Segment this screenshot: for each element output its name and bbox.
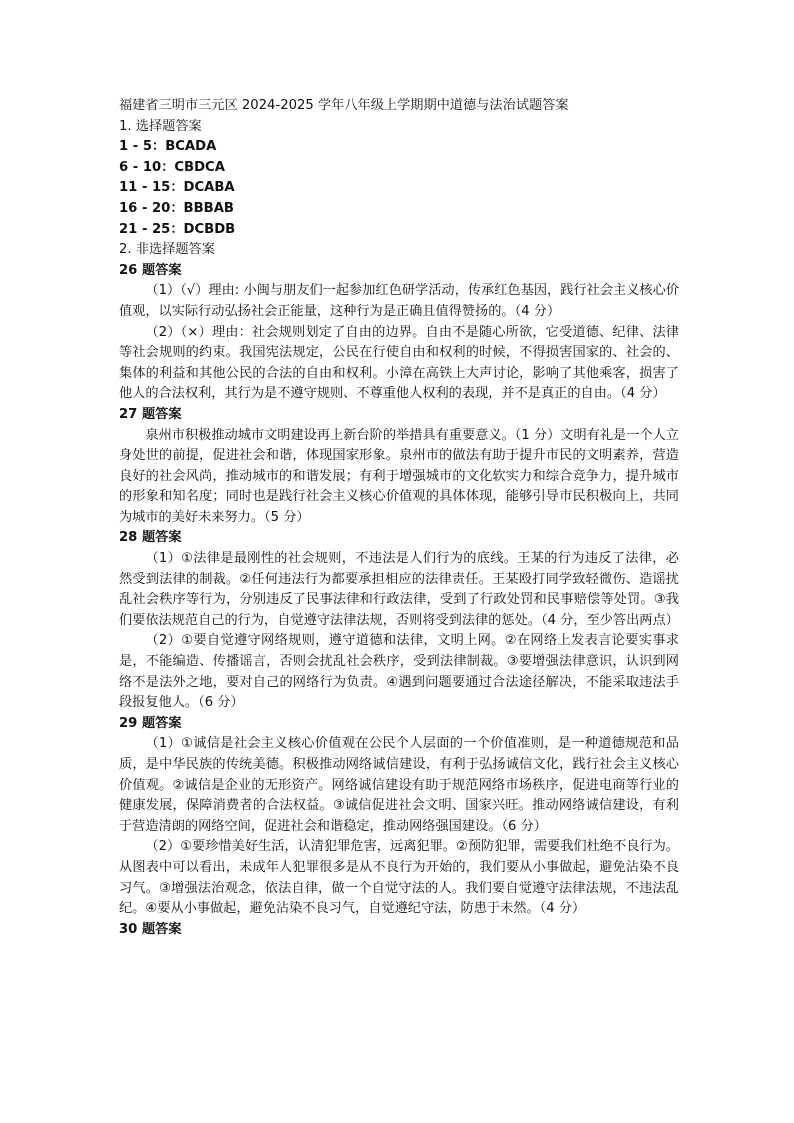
question-heading: 29 题答案 xyxy=(119,715,182,731)
answer-paragraph: （1）①法律是最刚性的社会规则，不违法是人们行为的底线。王某的行为违反了法律，必然受到法律的制裁。②任何违法行为都要承担相应的法律责任。王某殴打同学致轻微伤、造谣扰乱社会秩序等行为，分别违反了民事法律和行政法律，受到了行政处罚和民事赔偿等处罚。③我们要依法规范自己的行为，自觉遵守法律法规，否则将受到法律的惩处。（4 分，至少答出两点） xyxy=(119,551,679,628)
answer-paragraph: 泉州市积极推动城市文明建设再上新台阶的举措具有重要意义。（1 分）文明有礼是一个人立身处世的前提，促进社会和谐，体现国家形象。泉州市的做法有助于提升市民的文明素养，营造良好的社会风尚，推动城市的和谐发展；有利于增强城市的文化软实力和综合竞争力，提升城市的形象和知名度；同时也是践行社会主义核心价值观的具体体现，能够引导市民积极向上，共同为城市的美好未来努力。（5 分） xyxy=(119,427,679,525)
answer-row: 21 - 25：DCBDB xyxy=(119,221,236,237)
answer-paragraph: （1）①诚信是社会主义核心价值观在公民个人层面的一个价值准则，是一种道德规范和品质，是中华民族的传统美德。积极推动网络诚信建设，有利于弘扬诚信文化，践行社会主义核心价值观。②诚信是企业的无形资产。网络诚信建设有助于规范网络市场秩序，促进电商等行业的健康发展，保障消费者的合法权益。③诚信促进社会文明、国家兴旺。推动网络诚信建设，有利于营造清朗的网络空间，促进社会和谐稳定，推动网络强国建设。（6 分） xyxy=(119,736,679,834)
answer-row: 1 - 5：BCADA xyxy=(119,139,217,155)
question-heading: 28 题答案 xyxy=(119,530,182,546)
section-heading-choice: 1. 选择题答案 xyxy=(119,118,202,134)
answer-paragraph: （2）①要自觉遵守网络规则，遵守道德和法律，文明上网。②在网络上发表言论要实事求是，不能编造、传播谣言，否则会扰乱社会秩序，受到法律制裁。③要增强法律意识，认识到网络不是法外之地，要对自己的网络行为负责。④遇到问题要通过合法途径解决，不能采取违法手段报复他人。（6 分） xyxy=(119,633,679,711)
section-heading-nonchoice: 2. 非选择题答案 xyxy=(119,242,215,258)
answer-sheet xyxy=(119,96,679,940)
question-heading: 27 题答案 xyxy=(119,406,182,422)
answer-row: 16 - 20：BBBAB xyxy=(119,200,234,216)
page-title: 福建省三明市三元区 2024-2025 学年八年级上学期期中道德与法治试题答案 xyxy=(119,98,569,113)
answer-paragraph: （1）（√）理由: 小闽与朋友们一起参加红色研学活动，传承红色基因，践行社会主义核心价值观，以实际行动弘扬社会正能量，这种行为是正确且值得赞扬的。（4 分） xyxy=(119,283,679,319)
answer-row: 6 - 10：CBDCA xyxy=(119,159,225,175)
answer-paragraph: （2）①要珍惜美好生活，认清犯罪危害，远离犯罪。②预防犯罪，需要我们杜绝不良行为。从图表中可以看出，未成年人犯罪很多是从不良行为开始的，我们要从小事做起，避免沾染不良习气。③增强法治观念，依法自律，做一个自觉守法的人。我们要自觉遵守法律法规，不违法乱纪。④要从小事做起，避免沾染不良习气，自觉遵纪守法，防患于未然。（4 分） xyxy=(119,839,679,917)
answer-paragraph: （2）（×）理由：社会规则划定了自由的边界。自由不是随心所欲，它受道德、纪律、法律等社会规则的约束。我国宪法规定，公民在行使自由和权利的时候，不得损害国家的、社会的、集体的利益和其他公民的合法的自由和权利。小漳在高铁上大声讨论，影响了其他乘客，损害了他人的合法权利，其行为是不遵守规则、不尊重他人权利的表现，并不是真正的自由。（4 分） xyxy=(119,324,679,402)
question-heading: 30 题答案 xyxy=(119,921,182,937)
question-heading: 26 题答案 xyxy=(119,262,182,278)
answer-row: 11 - 15：DCABA xyxy=(119,180,235,196)
